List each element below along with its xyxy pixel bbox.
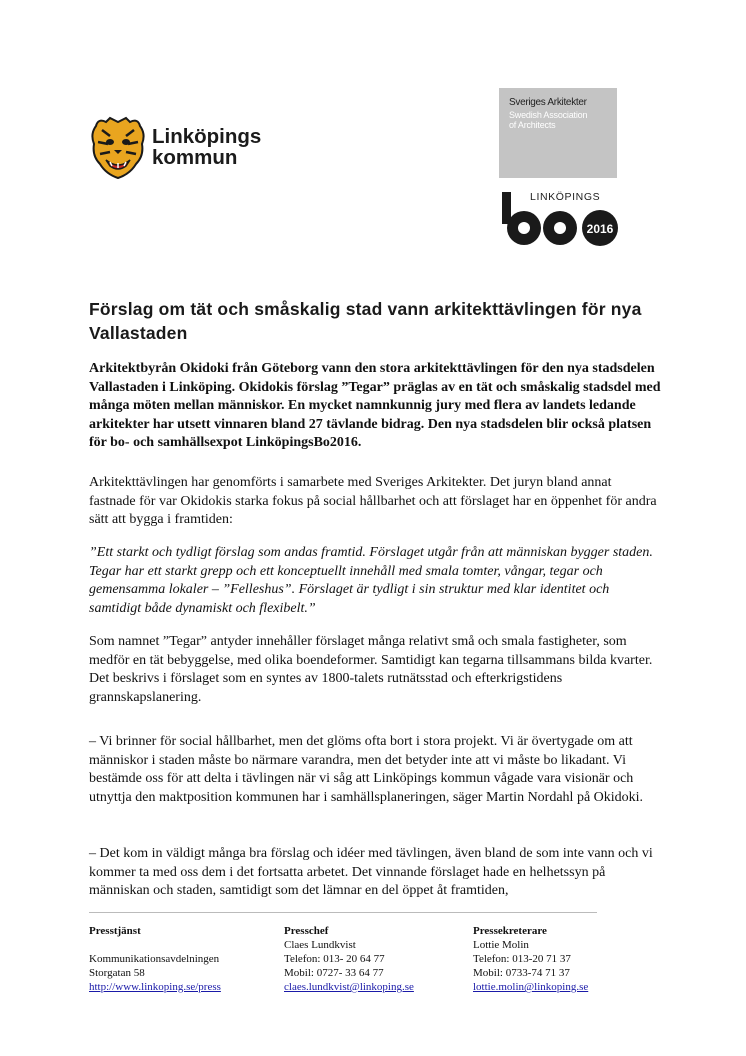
paragraph-5: – Det kom in väldigt många bra förslag och idéer med tävlingen, även bland de som inte vann och vi kommer ta med oss dem i det fortsatta arbetet. Det vinnande förslaget hade en helhetssyn på människan och staden, samtidigt som det lämnar en del öppet åt framtiden, <box>89 846 653 899</box>
footer-presschef <box>284 924 414 994</box>
linkoping-kommun-logo <box>88 116 288 180</box>
presstjanst-org: Kommunikationsavdelningen <box>89 953 220 965</box>
footer-pressekreterare <box>473 924 588 994</box>
sa-logo-line-2: Swedish Association <box>509 110 588 120</box>
lion-crest-icon <box>88 116 148 180</box>
presstjanst-link[interactable]: http://www.linkoping.se/press <box>89 981 221 993</box>
presschef-title: Presschef <box>284 925 329 937</box>
logo-line-2: kommun <box>152 146 238 169</box>
bo-logo-mark <box>500 188 626 248</box>
sveriges-arkitekter-logo <box>499 88 617 178</box>
presschef-phone: Telefon: 013- 20 64 77 <box>284 953 385 965</box>
bo-logo-top-text: LINKÖPINGS <box>530 191 601 203</box>
pressekreterare-phone: Telefon: 013-20 71 37 <box>473 953 571 965</box>
pressekreterare-title: Pressekreterare <box>473 925 547 937</box>
footer-divider <box>89 912 597 913</box>
paragraph-4: – Vi brinner för social hållbarhet, men det glöms ofta bort i stora projekt. Vi är övertygade om att människor i staden måste bo närmare varandra, men det betyder inte att vi måste bo likadant. Vi bestämde oss för att delta i tävlingen när vi såg att Linköpings kommun vågade vara visionär och utnyttja den maktposition kommunen har i samhällsplaneringen, säger Martin Nordahl på Okidoki. <box>89 734 644 805</box>
pressekreterare-mobile: Mobil: 0733-74 71 37 <box>473 967 570 979</box>
logo-line-1: Linköpings <box>152 125 262 148</box>
bo2016-logo <box>500 188 626 248</box>
lead-paragraph: Arkitektbyrån Okidoki från Göteborg vann den stora arkitekttävlingen för den nya stadsdelen Vallastaden i Linköping. Okidokis förslag ”Tegar” präglas av en tät och småskalig stadsdel med många möten mellan människor. En mycket namnkunnig jury med flera av landets ledande arkitekter har utsett vinnaren bland 27 tävlande bidrag. Den nya stadsdelen blir också platsen för bo- och samhällsexpot LinköpingsBo2016. <box>89 361 661 451</box>
paragraph-3: Som namnet ”Tegar” antyder innehåller förslaget många relativt små och smala fastigheter, som medför en tät bebyggelse, med olika boendeformer. Samtidigt kan tegarna tillsammans bilda kvarter. Det beskrivs i förslaget som en syntes av 1800-talets rutnätsstad och efterkrigstidens grannskapslanering. <box>89 634 653 705</box>
bo-logo-year: 2016 <box>586 222 614 236</box>
presstjanst-title: Presstjänst <box>89 925 141 937</box>
presschef-email-link[interactable]: claes.lundkvist@linkoping.se <box>284 981 414 993</box>
footer-presstjanst <box>89 924 221 994</box>
pressekreterare-email-link[interactable]: lottie.molin@linkoping.se <box>473 981 589 993</box>
presschef-name: Claes Lundkvist <box>284 939 356 951</box>
jury-quote: ”Ett starkt och tydligt förslag som andas framtid. Förslaget utgår från att människan bygger staden. Tegar har ett starkt grepp och ett konceptuellt innehåll med smala tomter, vångar, tegar och gemensamma lokaler – ”Felleshus”. Förslaget är tydligt i sin struktur med klar identitet och samtidigt både dynamiskt och flexibelt.” <box>89 545 653 616</box>
article-title: Förslag om tät och småskalig stad vann arkitekttävlingen för nya Vallastaden <box>89 299 642 343</box>
pressekreterare-name: Lottie Molin <box>473 939 529 951</box>
presschef-mobile: Mobil: 0727- 33 64 77 <box>284 967 384 979</box>
presstjanst-address: Storgatan 58 <box>89 967 145 979</box>
sa-logo-line-1: Sveriges Arkitekter <box>509 97 587 108</box>
sa-logo-line-3: of Architects <box>509 120 556 130</box>
paragraph-1: Arkitekttävlingen har genomförts i samarbete med Sveriges Arkitekter. Det juryn bland annat fastnade för var Okidokis starka fokus på social hållbarhet och att förslaget har en öppenhet för andra sätt att bygga i framtiden: <box>89 475 657 528</box>
